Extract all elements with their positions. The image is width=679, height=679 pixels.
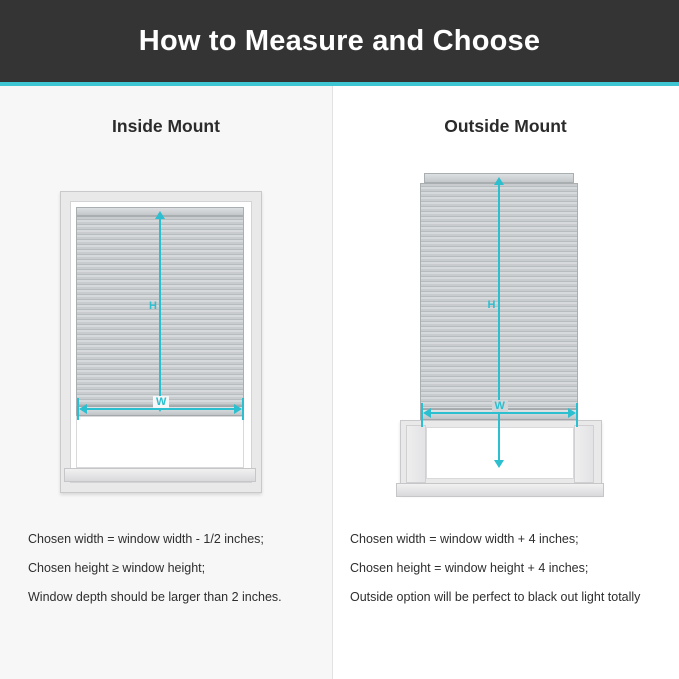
width-arrow-line xyxy=(84,408,236,410)
height-arrow-line xyxy=(159,218,161,408)
header-bar xyxy=(0,0,679,82)
note-line: Chosen width = window width + 4 inches; xyxy=(350,532,579,546)
inside-mount-notes xyxy=(0,525,332,612)
note-line: Window depth should be larger than 2 inches. xyxy=(28,590,282,604)
inside-mount-diagram xyxy=(46,159,286,499)
outside-mount-title: Outside Mount xyxy=(444,116,567,136)
content-area xyxy=(0,86,679,679)
window-glass xyxy=(76,416,244,468)
window-jamb-left xyxy=(406,425,426,483)
height-arrow-line xyxy=(498,184,500,464)
note-line: Chosen height ≥ window height; xyxy=(28,561,206,575)
column-divider xyxy=(332,86,333,679)
column-outside-mount xyxy=(332,86,679,679)
note-line: Chosen width = window width - 1/2 inches; xyxy=(28,532,264,546)
window-jamb-right xyxy=(574,425,594,483)
page-title: How to Measure and Choose xyxy=(138,24,541,57)
width-arrow-head-right xyxy=(234,404,242,414)
width-dimension-label: W xyxy=(492,400,508,412)
width-tick-right xyxy=(576,403,578,427)
note-line: Outside option will be perfect to black out light totally xyxy=(350,590,641,604)
height-arrow-head-bottom xyxy=(494,460,504,468)
window-sill xyxy=(64,468,256,482)
column-inside-mount xyxy=(0,86,332,679)
width-arrow-head-right xyxy=(568,408,576,418)
outside-mount-diagram xyxy=(386,159,626,499)
width-dimension-label: W xyxy=(153,396,169,408)
outside-mount-notes xyxy=(332,525,679,612)
width-tick-right xyxy=(242,398,244,420)
window-glass xyxy=(426,427,574,479)
inside-mount-title: Inside Mount xyxy=(112,116,220,136)
height-dimension-label: H xyxy=(149,300,157,312)
height-dimension-label: H xyxy=(487,299,496,311)
window-sill xyxy=(396,483,604,497)
note-line: Chosen height = window height + 4 inches; xyxy=(350,561,589,575)
width-arrow-line xyxy=(428,412,570,414)
